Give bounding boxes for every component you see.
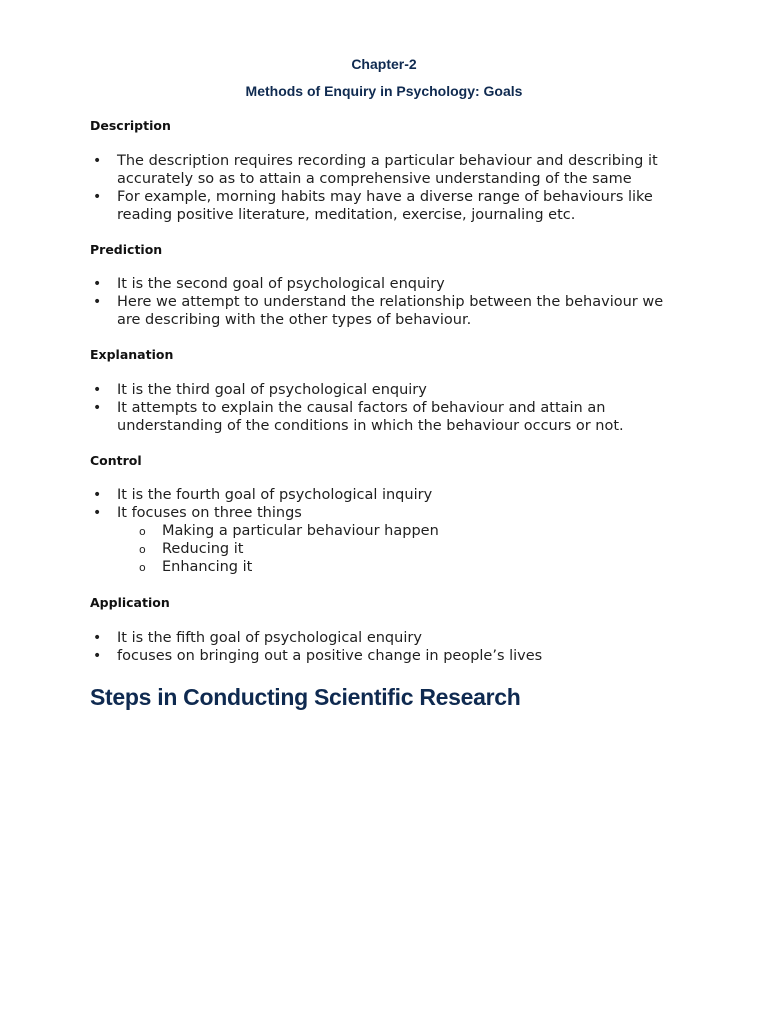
page-subtitle: Methods of Enquiry in Psychology: Goals bbox=[245, 83, 523, 99]
list-item: • The description requires recording a particular behaviour and describing it accurately so as to attain a comprehensive understanding of the same bbox=[93, 153, 658, 187]
list-item: o Making a particular behaviour happen bbox=[139, 523, 439, 539]
list-item: • It attempts to explain the causal factors of behaviour and attain an understanding of the conditions in which the behaviour occurs or not. bbox=[93, 400, 624, 434]
list-item: • It focuses on three things o Making a particular behaviour happen o Reducing it o Enhancing it bbox=[90, 504, 690, 576]
bullet-icon: • bbox=[93, 276, 102, 292]
section-heading-description: Description bbox=[90, 118, 171, 133]
application-list bbox=[90, 629, 690, 665]
control-list bbox=[90, 486, 690, 576]
list-item: o Reducing it bbox=[139, 541, 244, 557]
control-sublist bbox=[117, 522, 690, 576]
bullet-icon: • bbox=[93, 382, 102, 398]
list-item: o Enhancing it bbox=[139, 559, 253, 575]
section-heading-prediction: Prediction bbox=[90, 242, 163, 257]
list-item: • It is the third goal of psychological enquiry bbox=[93, 382, 427, 398]
section-heading-control: Control bbox=[90, 453, 142, 468]
bullet-icon: • bbox=[93, 400, 102, 416]
bullet-icon: • bbox=[93, 630, 102, 646]
circle-bullet-icon: o bbox=[139, 561, 146, 574]
bullet-icon: • bbox=[93, 487, 102, 503]
list-item: • It is the fifth goal of psychological enquiry bbox=[93, 630, 422, 646]
bullet-icon: • bbox=[93, 153, 102, 169]
bullet-icon: • bbox=[93, 648, 102, 664]
explanation-list bbox=[90, 381, 690, 435]
list-item: • focuses on bringing out a positive change in people’s lives bbox=[93, 648, 543, 664]
list-item: • It is the second goal of psychological enquiry bbox=[93, 276, 445, 292]
bullet-icon: • bbox=[93, 189, 102, 205]
bullet-icon: • bbox=[93, 505, 102, 521]
list-item: • For example, morning habits may have a diverse range of behaviours like reading positive literature, meditation, exercise, journaling etc. bbox=[93, 189, 653, 223]
list-item: • Here we attempt to understand the relationship between the behaviour we are describing with the other types of behaviour. bbox=[93, 294, 664, 328]
prediction-list bbox=[90, 275, 690, 329]
chapter-title: Chapter-2 bbox=[351, 56, 417, 72]
circle-bullet-icon: o bbox=[139, 525, 146, 538]
list-item: • It is the fourth goal of psychological inquiry bbox=[93, 487, 433, 503]
section-heading-explanation: Explanation bbox=[90, 347, 174, 362]
circle-bullet-icon: o bbox=[139, 543, 146, 556]
section-heading-application: Application bbox=[90, 595, 170, 610]
description-list bbox=[90, 152, 690, 224]
bullet-icon: • bbox=[93, 294, 102, 310]
section-title-research-steps: Steps in Conducting Scientific Research bbox=[90, 684, 521, 710]
